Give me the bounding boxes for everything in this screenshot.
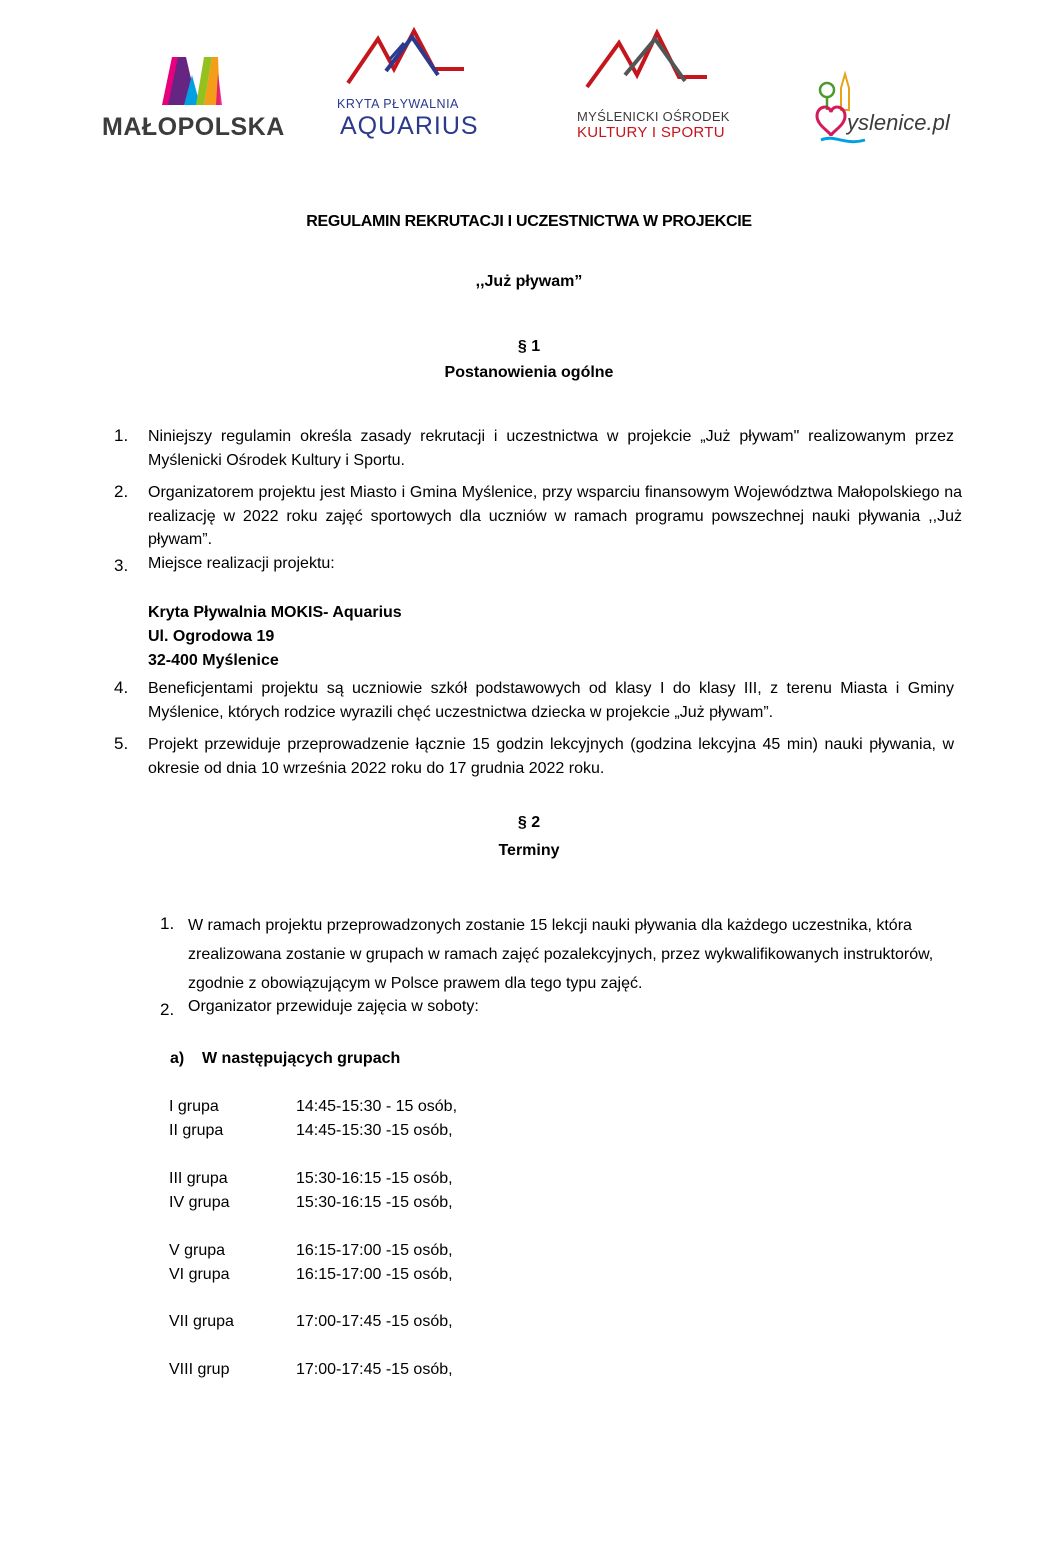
group-time: 17:00-17:45 -15 osób, bbox=[296, 1313, 453, 1330]
myslenice-wordmark: yslenice.pl bbox=[847, 110, 950, 135]
section2-number: § 2 bbox=[517, 814, 541, 831]
s1-item-2-number: 2. bbox=[114, 482, 129, 501]
mokis-logo bbox=[575, 25, 735, 145]
aquarius-mountain-icon bbox=[330, 25, 490, 95]
group-time: 17:00-17:45 -15 osób, bbox=[296, 1361, 453, 1378]
group-label: II grupa bbox=[169, 1122, 224, 1139]
mokis-line1: MYŚLENICKI OŚRODEK bbox=[577, 109, 730, 124]
section2-heading: Terminy bbox=[498, 842, 560, 859]
s1-item-3-number: 3. bbox=[114, 556, 129, 575]
groups-subheading: a) W następujących grupach bbox=[170, 1050, 401, 1067]
group-label: V grupa bbox=[169, 1242, 226, 1259]
group-label: VI grupa bbox=[169, 1266, 230, 1283]
aquarius-line2: AQUARIUS bbox=[340, 112, 479, 140]
group-time: 15:30-16:15 -15 osób, bbox=[296, 1194, 453, 1211]
address-line-1: Kryta Pływalnia MOKIS- Aquarius bbox=[148, 604, 402, 621]
s2-item-1-number: 1. bbox=[160, 914, 175, 933]
group-time: 14:45-15:30 -15 osób, bbox=[296, 1122, 453, 1139]
group-time: 14:45-15:30 - 15 osób, bbox=[296, 1098, 458, 1115]
section1-number: § 1 bbox=[517, 338, 541, 355]
mokis-mountain-icon bbox=[575, 25, 735, 95]
group-time: 16:15-17:00 -15 osób, bbox=[296, 1242, 453, 1259]
aquarius-logo bbox=[330, 25, 490, 150]
s1-item-3-text: Miejsce realizacji projektu: bbox=[148, 555, 335, 572]
s2-item-2-number: 2. bbox=[160, 1000, 175, 1019]
myslenice-logo bbox=[815, 70, 950, 160]
document-subtitle: ,,Już pływam” bbox=[475, 273, 583, 290]
group-label: VIII grup bbox=[169, 1361, 230, 1378]
group-label: VII grupa bbox=[169, 1313, 234, 1330]
s1-item-1-number: 1. bbox=[114, 426, 129, 445]
s1-item-4-number: 4. bbox=[114, 678, 129, 697]
malopolska-logo bbox=[100, 53, 285, 168]
group-label: I grupa bbox=[169, 1098, 219, 1115]
s1-item-2-text: Organizatorem projektu jest Miasto i Gmina Myślenice, przy wsparciu finansowym Województwa Małopolskiego na realizację w 2022 roku zajęć sportowych dla uczniów w ramach programu powszechnej nauki pływania ,,Już pływam”. bbox=[148, 484, 962, 548]
group-label: IV grupa bbox=[169, 1194, 230, 1211]
mokis-line2: KULTURY I SPORTU bbox=[577, 124, 725, 141]
aquarius-line1: KRYTA PŁYWALNIA bbox=[337, 97, 459, 111]
document-title: REGULAMIN REKRUTACJI I UCZESTNICTWA W PROJEKCIE bbox=[306, 213, 752, 230]
address-line-3: 32-400 Myślenice bbox=[148, 652, 279, 669]
s1-item-5-number: 5. bbox=[114, 734, 129, 753]
section1-heading: Postanowienia ogólne bbox=[444, 364, 614, 381]
s1-item-1-text: Niniejszy regulamin określa zasady rekrutacji i uczestnictwa w projekcie „Już pływam" realizowanym przez Myślenicki Ośrodek Kultury i Sportu. bbox=[148, 428, 954, 469]
logo-bar bbox=[0, 25, 1058, 185]
s1-item-5-text: Projekt przewiduje przeprowadzenie łącznie 15 godzin lekcyjnych (godzina lekcyjna 45 min) nauki pływania, w okresie od dnia 10 września 2022 roku do 17 grudnia 2022 roku. bbox=[148, 736, 954, 777]
address-line-2: Ul. Ogrodowa 19 bbox=[148, 628, 275, 645]
group-time: 15:30-16:15 -15 osób, bbox=[296, 1170, 453, 1187]
s2-item-1-text: W ramach projektu przeprowadzonych zostanie 15 lekcji nauki pływania dla każdego uczestnika, która zrealizowana zostanie w grupach w ramach zajęć pozalekcyjnych, przez wykwalifikowanych instruktorów, zgodnie z obowiązującym w Polsce prawem dla tego typu zajęć. bbox=[188, 917, 934, 992]
s2-item-2-text: Organizator przewiduje zajęcia w soboty: bbox=[188, 998, 479, 1015]
malopolska-wordmark: MAŁOPOLSKA bbox=[102, 113, 285, 141]
group-time: 16:15-17:00 -15 osób, bbox=[296, 1266, 453, 1283]
group-label: III grupa bbox=[169, 1170, 228, 1187]
s1-item-4-text: Beneficjentami projektu są uczniowie szkół podstawowych od klasy I do klasy III, z terenu Miasta i Gminy Myślenice, których rodzice wyrazili chęć uczestnictwa dziecka w projekcie „Już pływam”. bbox=[148, 680, 954, 721]
